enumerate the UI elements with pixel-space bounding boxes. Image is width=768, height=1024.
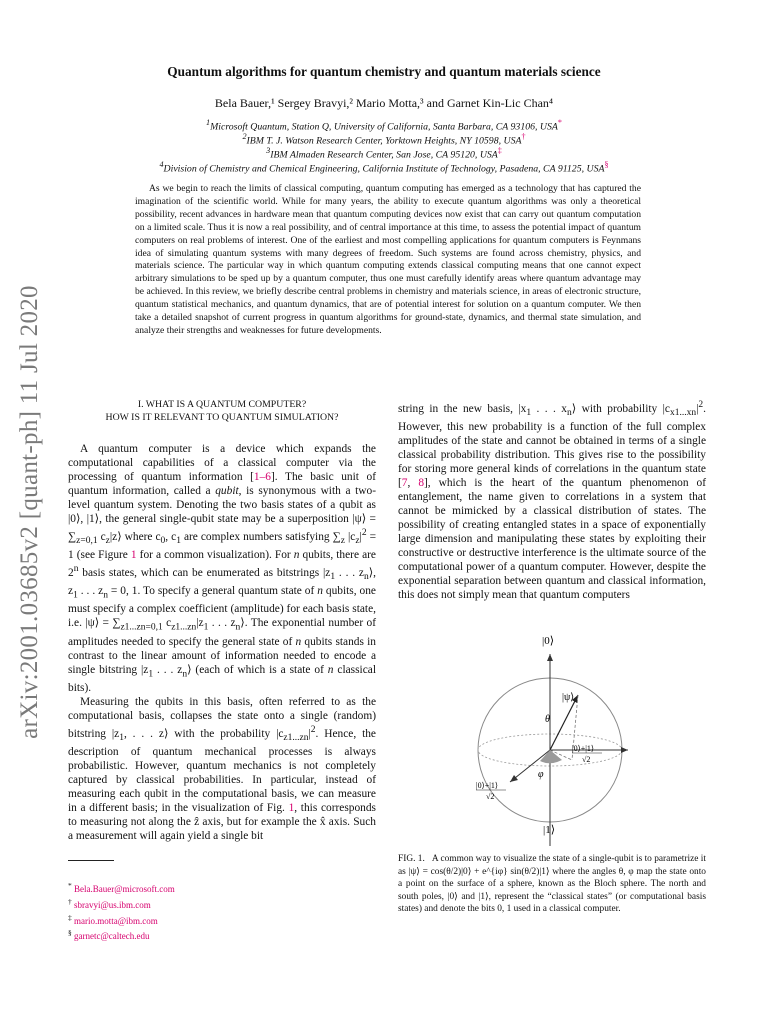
psi-label: |ψ⟩ [562, 692, 575, 703]
affiliation-number: 3 [266, 146, 271, 155]
footnote-mark: † [68, 896, 72, 906]
citation-link[interactable]: 8 [418, 477, 425, 490]
theta-label: θ [545, 714, 550, 725]
affiliation-text: Microsoft Quantum, Station Q, University of California, Santa Barbara, CA 93106, USA [210, 121, 558, 133]
x-state-denominator: √2 [486, 792, 495, 801]
right-column [398, 398, 706, 602]
email-mark[interactable]: § [604, 160, 609, 169]
footnote-item [68, 896, 368, 912]
affiliation-text: IBM T. J. Watson Research Center, Yorktown Heights, NY 10598, USA [246, 135, 522, 147]
affiliation-number: 1 [206, 118, 211, 127]
footnote-mark: ‡ [68, 912, 72, 922]
email-mark[interactable]: * [557, 118, 562, 127]
citation-link[interactable]: 1–6 [253, 471, 271, 483]
phi-label: φ [538, 769, 544, 780]
bloch-sphere-figure [450, 635, 650, 850]
author-list: Bela Bauer,¹ Sergey Bravyi,² Mario Motta,³ and Garnet Kin-Lic Chan⁴ [214, 96, 554, 110]
footnote-list [68, 880, 368, 943]
plus-state-denominator: √2 [582, 755, 591, 764]
email-link[interactable]: Bela.Bauer@microsoft.com [74, 884, 175, 894]
left-column [68, 398, 376, 843]
footnote-rule [68, 860, 114, 861]
y-axis-arrowhead [621, 747, 628, 753]
body-paragraph: A quantum computer is a device which expands the computational capabilities of a classical computer via the processing of quantum information [1–6]. The basic unit of quantum information, called a qubit, is synonymous with a two-level quantum system. Denoting the two basis states of a qubit as |0⟩, |1⟩, the general single-qubit state may be a superposition |ψ⟩ = $\sum_{z=0,1}$ $c_z|z⟩$ where $c_0$, $c_1$ are complex numbers satisfying $\sum_z$ $|c_z|^2 = 1$ (see Figure 1 for a common visualization). For n qubits, there are 2$^n$ basis states, which can be enumerated as bitstrings $|z_1$ . . . $z_n⟩$, $z_1$ . . . $z_n = 0$, 1. To specify a general quantum state of n qubits, one must specify a complex coefficient (amplitude) for each basis state, i.e. |ψ⟩ = $\sum_{z1...zn=0,1}$ $c_{z1...zn}|z_1$ . . . $z_n⟩$. The exponential number of amplitudes needed to specify the general state of n qubits stands in contrast to the linear amount of information needed to encode a single bitstring $|z_1$ . . . $z_n⟩$ (each of which is a state of n classical bits). [68, 443, 377, 694]
email-link[interactable]: sbravyi@us.ibm.com [74, 899, 151, 910]
footnote-mark: * [68, 881, 72, 890]
email-link[interactable]: garnetc@caltech.edu [74, 931, 150, 942]
north-pole-label: |0⟩ [542, 635, 554, 647]
x-axis [510, 750, 550, 782]
citation-link[interactable]: 7 [401, 477, 408, 490]
figure-link[interactable]: 1 [130, 549, 137, 562]
figure-caption [398, 853, 706, 916]
section-title-line-1: I. WHAT IS A QUANTUM COMPUTER? [137, 399, 307, 410]
email-mark[interactable]: ‡ [497, 146, 502, 155]
section-title-line-2: HOW IS IT RELEVANT TO QUANTUM SIMULATION? [105, 412, 339, 423]
figure-link[interactable]: 1 [288, 802, 295, 815]
affiliation-4 [0, 158, 768, 176]
z-axis-arrowhead [547, 654, 553, 661]
abstract [135, 183, 641, 338]
affiliation-number: 2 [242, 132, 247, 141]
footnote-mark: § [68, 928, 72, 938]
figure-caption-text: A common way to visualize the state of a single-qubit is to parametrize it as |ψ⟩ = cos(θ/2)|0⟩ + e^{iφ} sin(θ/2)|1⟩ where the angles θ, φ map the state onto a point on the surface of a sphere, known as the Bloch sphere. The north and south poles, |0⟩ and |1⟩, represent the “classical states” (or computational basis states) and denote the bits 0, 1 used in a classical computer. [398, 854, 707, 915]
footnote-item [68, 927, 368, 943]
phi-wedge [540, 750, 562, 763]
paper-title: Quantum algorithms for quantum chemistry and quantum materials science [167, 64, 601, 79]
email-mark[interactable]: † [521, 132, 526, 141]
email-link[interactable]: mario.motta@ibm.com [74, 915, 158, 926]
x-state-label: |0⟩+|1⟩ [476, 781, 498, 790]
figure-caption-label: FIG. 1. [398, 854, 425, 864]
body-paragraph: string in the new basis, $|x_1$ . . . $x_n⟩$ with probability $|c_{x1...xn}|^2$. However, this new probability is a function of the full complex amplitudes of the state and cannot be obtained in terms of a single classical probability distribution. This gives rise to the possibility for storing more general kinds of correlations in the quantum state [7, 8], which is the heart of the quantum phenomenon of entanglement, the name given to correlations in a system that cannot be mimicked by a classical distribution of states. The possibility of creating entangled states in a space of exponentially large dimension and manipulating these states by exploiting their constructive or destructive interference is the ultimate source of the computational power of a quantum computer. However, despite the exponential separation between quantum and classical information, this does not simply mean that quantum computers [398, 400, 706, 602]
south-pole-label: |1⟩ [543, 824, 555, 836]
plus-state-label: |0⟩+|1⟩ [572, 744, 594, 753]
footnote-item [68, 880, 368, 896]
section-heading [68, 398, 376, 424]
affiliation-text: IBM Almaden Research Center, San Jose, CA 95120, USA [270, 149, 498, 161]
affiliation-number: 4 [159, 160, 164, 169]
arxiv-identifier: arXiv:2001.03685v2 [quant-ph] 11 Jul 2020 [16, 285, 43, 739]
affiliation-text: Division of Chemistry and Chemical Engineering, California Institute of Technology, Pasadena, CA 91125, USA [163, 163, 605, 175]
footnote-item [68, 912, 368, 928]
body-paragraph: Measuring the qubits in this basis, often referred to as the computational basis, collapses the state onto a single (random) bitstring $|z_1$, . . . z⟩ with the probability $|c_{z1...zn}|^2$. Hence, the description of quantum mechanical processes is always probabilistic. However, quantum mechanics is not completely captured by classical probabilities. In particular, instead of measuring each qubit in the computational basis, we can measure in a different basis; in the visualization of Fig. 1, this corresponds to measuring not along the ẑ axis, but for example the x̂ axis. Such a measurement will again yield a single bit [68, 696, 376, 843]
abstract-text: As we begin to reach the limits of classical computing, quantum computing has emerged as a technology that has captured the imagination of the scientific world. While for many years, the ability to execute quantum algorithms was only a theoretical possibility, recent advances in hardware mean that quantum computing devices now exist that can carry out quantum computation on a limited scale. Thus it is now a real possibility, and of central importance at this time, to assess the potential impact of quantum computers on real problems of interest. One of the earliest and most compelling applications for quantum computers is Feynmans idea of simulating quantum systems with many degrees of freedom. Such systems are found across chemistry, physics, and materials science. The particular way in which quantum computing extends classical computing means that one cannot expect arbitrary simulations to be sped up by a quantum computer, thus one must carefully identify areas where quantum advantage may be achieved. In this review, we briefly describe central problems in chemistry and materials science, in areas of electronic structure, quantum statistical mechanics, and quantum dynamics, that are of potential interest for solution on a quantum computer. We then take a detailed snapshot of current progress in quantum algorithms for ground-state, dynamics, and thermal state simulation, and analyze their strengths and weaknesses for future developments. [135, 183, 641, 336]
